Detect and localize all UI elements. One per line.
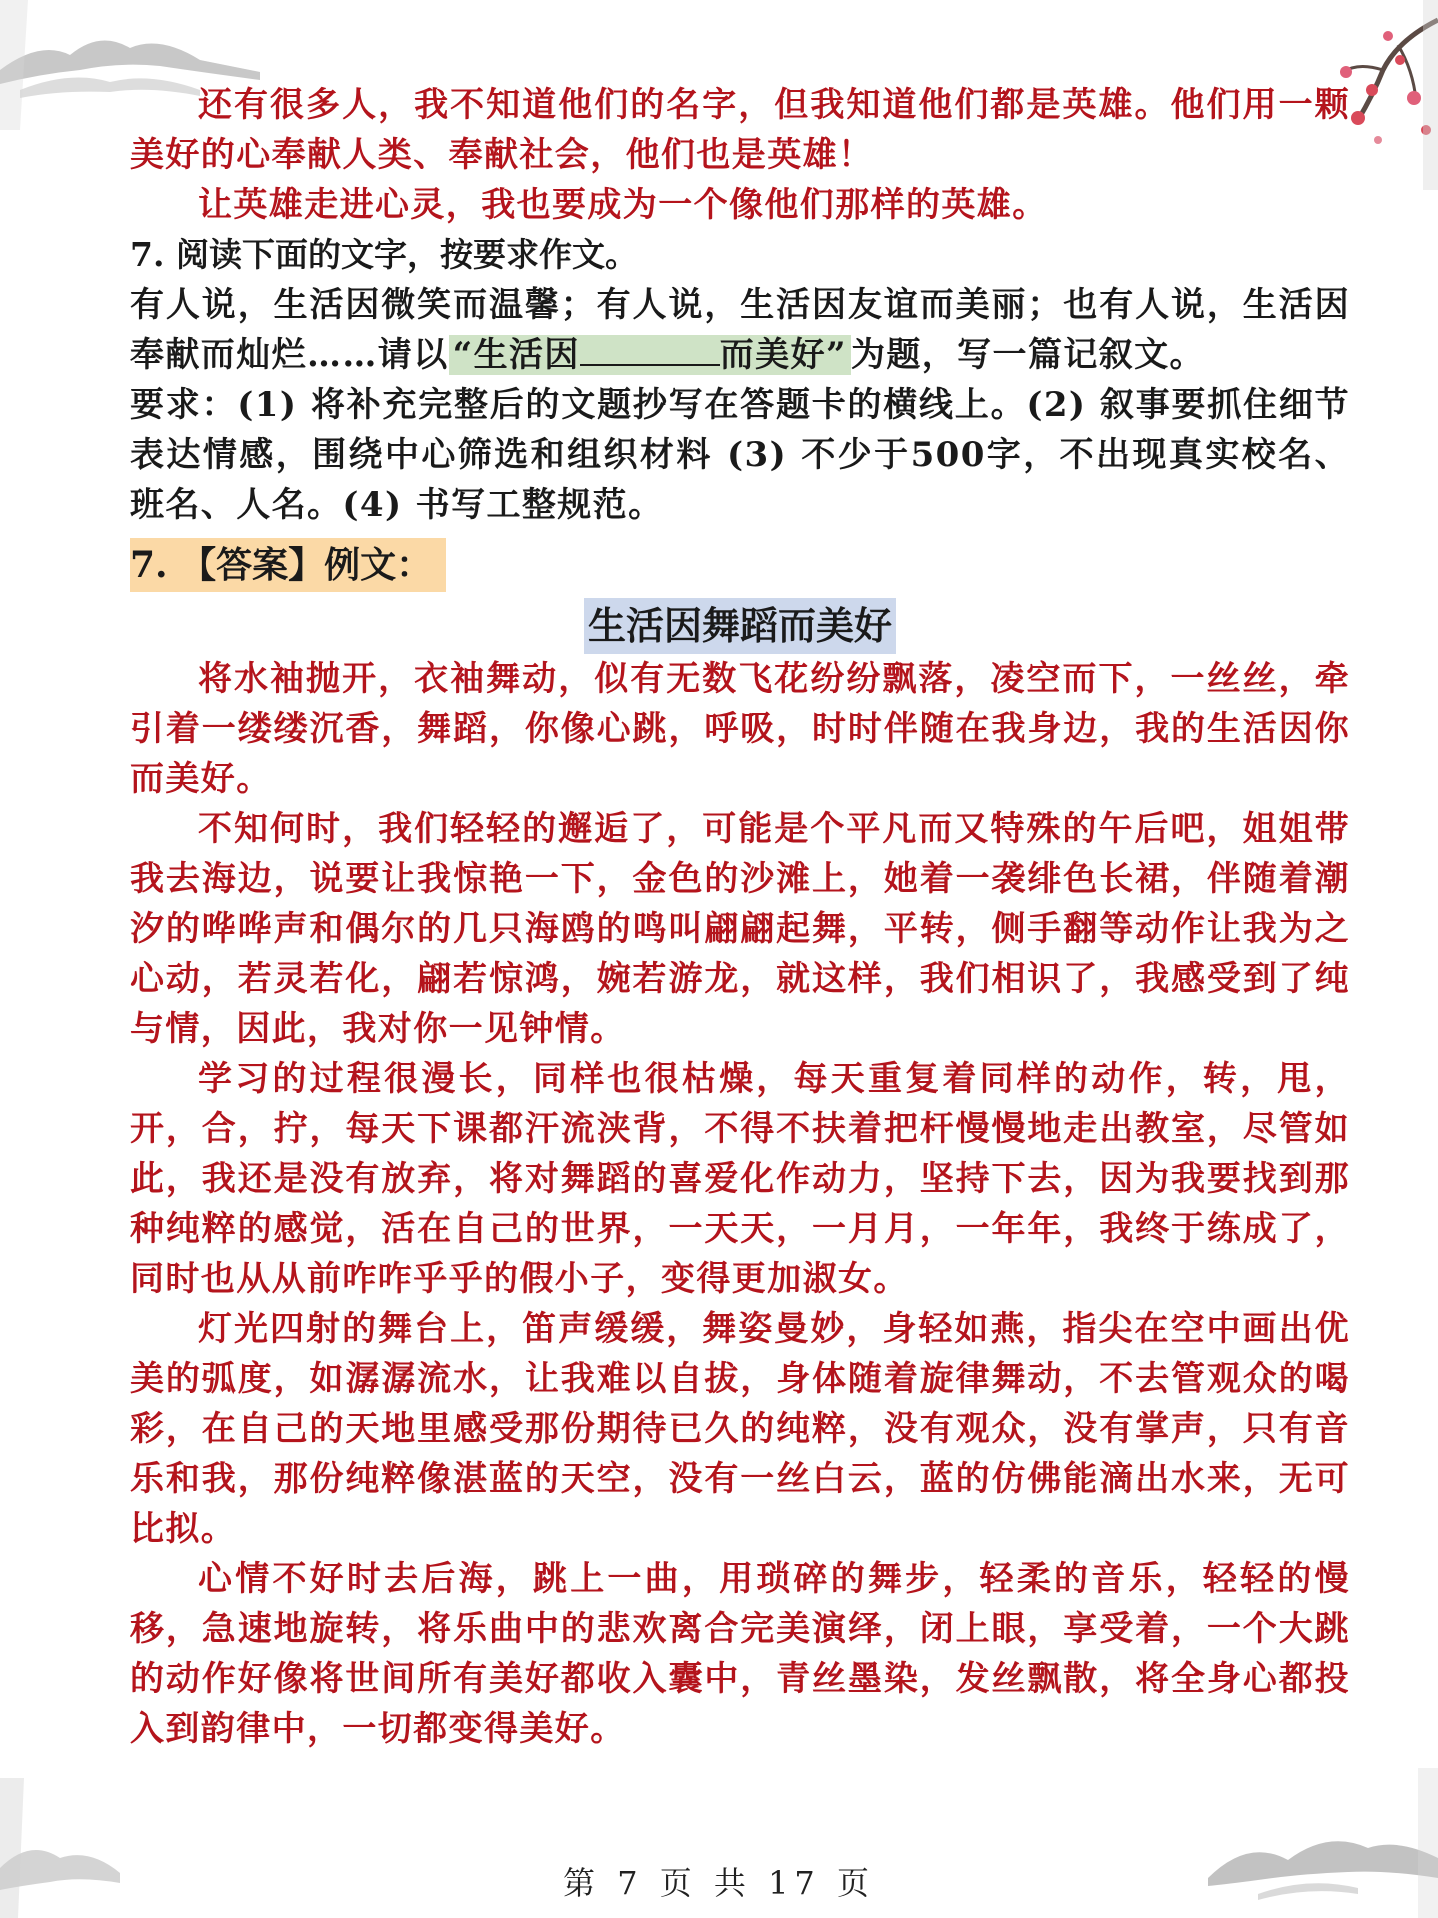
essay-paragraph: 不知何时，我们轻轻的邂逅了，可能是个平凡而又特殊的午后吧，姐姐带我去海边，说要让我惊艳一下，金色的沙滩上，她着一袭绯色长裙，伴随着潮汐的哗哗声和偶尔的几只海鸥的鸣叫翩翩起舞，平转，侧手翻等动作让我为之心动，若灵若化，翩若惊鸿，婉若游龙，就这样，我们相识了，我感受到了纯与情，因此，我对你一见钟情。 [130, 809, 1350, 1049]
title-template-end: 而美好” [719, 335, 847, 375]
question-prompt-end: 为题，写一篇记叙文。 [850, 335, 1205, 375]
essay-paragraph: 心情不好时去后海，跳上一曲，用琐碎的舞步，轻柔的音乐，轻轻的慢移，急速地旋转，将乐曲中的悲欢离合完美演绎，闭上眼，享受着，一个大跳的动作好像将世间所有美好都收入囊中，青丝墨染，发丝飘散，将全身心都投入到韵律中，一切都变得美好。 [130, 1559, 1350, 1749]
question-prompt: 有人说，生活因微笑而温馨；有人说，生活因友谊而美丽；也有人说，生活因奉献而灿烂……请以 [130, 285, 1350, 375]
essay-body [130, 654, 1350, 1754]
title-template-highlight [449, 335, 851, 375]
document-body [130, 80, 1350, 1754]
answer-label-wrap [130, 530, 1350, 592]
essay-paragraph: 灯光四射的舞台上，笛声缓缓，舞姿曼妙，身轻如燕，指尖在空中画出优美的弧度，如潺潺流水，让我难以自拔，身体随着旋律舞动，不去管观众的喝彩，在自己的天地里感受那份期待已久的纯粹，没有观众，没有掌声，只有音乐和我，那份纯粹像湛蓝的天空，没有一丝白云，蓝的仿佛能滴出水来，无可比拟。 [130, 1309, 1350, 1549]
title-blank [580, 334, 720, 366]
question-section [130, 230, 1350, 530]
answer-label: 7. 【答案】例文： [130, 538, 446, 592]
intro-paragraph: 还有很多人，我不知道他们的名字，但我知道他们都是英雄。他们用一颗美好的心奉献人类、奉献社会，他们也是英雄！ [130, 85, 1350, 175]
page-number: 第 7 页 共 17 页 [563, 1864, 875, 1902]
intro-paragraph: 让英雄走进心灵，我也要成为一个像他们那样的英雄。 [198, 185, 1048, 225]
question-title: 7. 阅读下面的文字，按要求作文。 [130, 235, 638, 274]
essay-paragraph: 学习的过程很漫长，同样也很枯燥，每天重复着同样的动作，转，甩，开，合，拧，每天下课都汗流浃背，不得不扶着把杆慢慢地走出教室，尽管如此，我还是没有放弃，将对舞蹈的喜爱化作动力，坚持下去，因为我要找到那种纯粹的感觉，活在自己的世界，一天天，一月月，一年年，我终于练成了，同时也从从前咋咋乎乎的假小子，变得更加淑女。 [130, 1059, 1350, 1299]
intro-section [130, 80, 1350, 230]
essay-title: 生活因舞蹈而美好 [584, 598, 896, 654]
question-requirements: 要求：(1) 将补充完整后的文题抄写在答题卡的横线上。(2) 叙事要抓住细节表达情感，围绕中心筛选和组织材料 (3) 不少于500字，不出现真实校名、班名、人名。(4) 书写工整规范。 [130, 385, 1350, 525]
essay-paragraph: 将水袖抛开，衣袖舞动，似有无数飞花纷纷飘落，凌空而下，一丝丝，牵引着一缕缕沉香，舞蹈，你像心跳，呼吸，时时伴随在我身边，我的生活因你而美好。 [130, 659, 1350, 799]
question-body [130, 280, 1350, 380]
title-template-start: “生活因 [452, 335, 580, 375]
essay-title-wrap [130, 598, 1350, 654]
